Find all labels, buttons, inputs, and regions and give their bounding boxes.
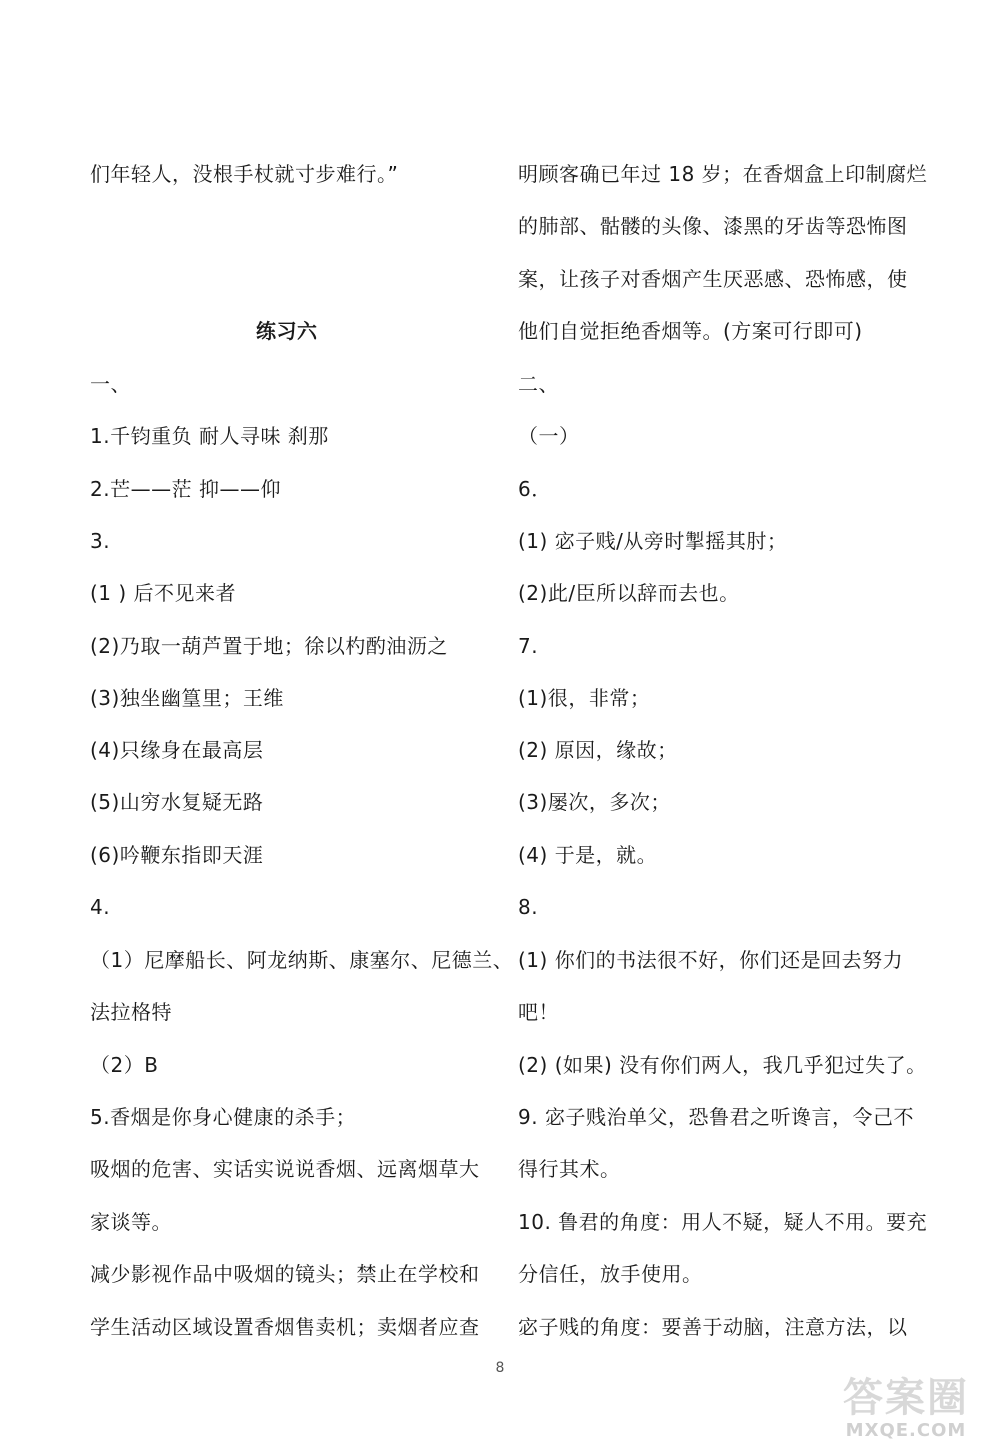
text-line: (5)山穷水复疑无路 xyxy=(90,790,264,814)
text-line: 3. xyxy=(90,529,111,553)
watermark-sub-text: MXQE.COM xyxy=(845,1419,967,1441)
text-line: 法拉格特 xyxy=(90,1000,172,1024)
text-line: 家谈等。 xyxy=(90,1210,172,1234)
text-line: (1) 你们的书法很不好，你们还是回去努力 xyxy=(518,948,904,972)
text-line: (4)只缘身在最高层 xyxy=(90,738,264,762)
text-line: (1) 宓子贱/从旁时掣摇其肘； xyxy=(518,529,788,553)
text-line: 得行其术。 xyxy=(518,1157,621,1181)
text-line: (1)很，非常； xyxy=(518,686,651,710)
text-line: 吸烟的危害、实话实说说香烟、远离烟草大 xyxy=(90,1157,480,1181)
text-line: (2)乃取一葫芦置于地；徐以杓酌油沥之 xyxy=(90,634,448,658)
text-line: (4) 于是，就。 xyxy=(518,843,658,867)
page-number: 8 xyxy=(495,1360,505,1376)
text-line: （2）B xyxy=(90,1053,159,1077)
text-line: （1）尼摩船长、阿龙纳斯、康塞尔、尼德兰、 xyxy=(90,948,514,972)
text-line: (1 ) 后不见来者 xyxy=(90,581,237,605)
text-line: 二、 xyxy=(518,372,559,396)
watermark-main-text: 答案圈 xyxy=(843,1374,969,1421)
text-line: 宓子贱的角度：要善于动脑，注意方法，以 xyxy=(518,1315,908,1339)
text-line: 吧！ xyxy=(518,1000,559,1024)
text-line: 9. 宓子贱治单父，恐鲁君之听谗言，令己不 xyxy=(518,1105,914,1129)
text-line: 案，让孩子对香烟产生厌恶感、恐怖感，使 xyxy=(518,267,908,291)
watermark-logo xyxy=(826,1368,986,1448)
text-line: （一） xyxy=(518,424,580,448)
text-line: (3)独坐幽篁里；王维 xyxy=(90,686,284,710)
text-line: 减少影视作品中吸烟的镜头；禁止在学校和 xyxy=(90,1262,480,1286)
text-line: (2)此/臣所以辞而去也。 xyxy=(518,581,740,605)
text-line: (6)吟鞭东指即天涯 xyxy=(90,843,264,867)
text-line: 10. 鲁君的角度：用人不疑，疑人不用。要充 xyxy=(518,1210,928,1234)
text-line: 一、 xyxy=(90,372,131,396)
text-line: 7. xyxy=(518,634,539,658)
text-line: (2) (如果) 没有你们两人，我几乎犯过失了。 xyxy=(518,1053,927,1077)
text-line: (2) 原因，缘故； xyxy=(518,738,678,762)
text-line: 分信任，放手使用。 xyxy=(518,1262,703,1286)
text-line: 的肺部、骷髅的头像、漆黑的牙齿等恐怖图 xyxy=(518,214,908,238)
text-line: 6． xyxy=(518,477,552,501)
text-line: (3)屡次，多次； xyxy=(518,790,671,814)
text-line: 8. xyxy=(518,895,539,919)
text-line: 他们自觉拒绝香烟等。(方案可行即可) xyxy=(518,319,863,343)
text-line: 5.香烟是你身心健康的杀手； xyxy=(90,1105,357,1129)
text-line: 2.芒——茫 抑——仰 xyxy=(90,477,281,501)
text-line: 1.千钧重负 耐人寻味 刹那 xyxy=(90,424,329,448)
text-line: 学生活动区域设置香烟售卖机；卖烟者应查 xyxy=(90,1315,480,1339)
text-line: 4. xyxy=(90,895,111,919)
text-line: 明顾客确已年过 18 岁；在香烟盒上印制腐烂 xyxy=(518,162,928,186)
section-title: 练习六 xyxy=(256,319,318,343)
text-line: 们年轻人，没根手杖就寸步难行。” xyxy=(90,162,399,186)
